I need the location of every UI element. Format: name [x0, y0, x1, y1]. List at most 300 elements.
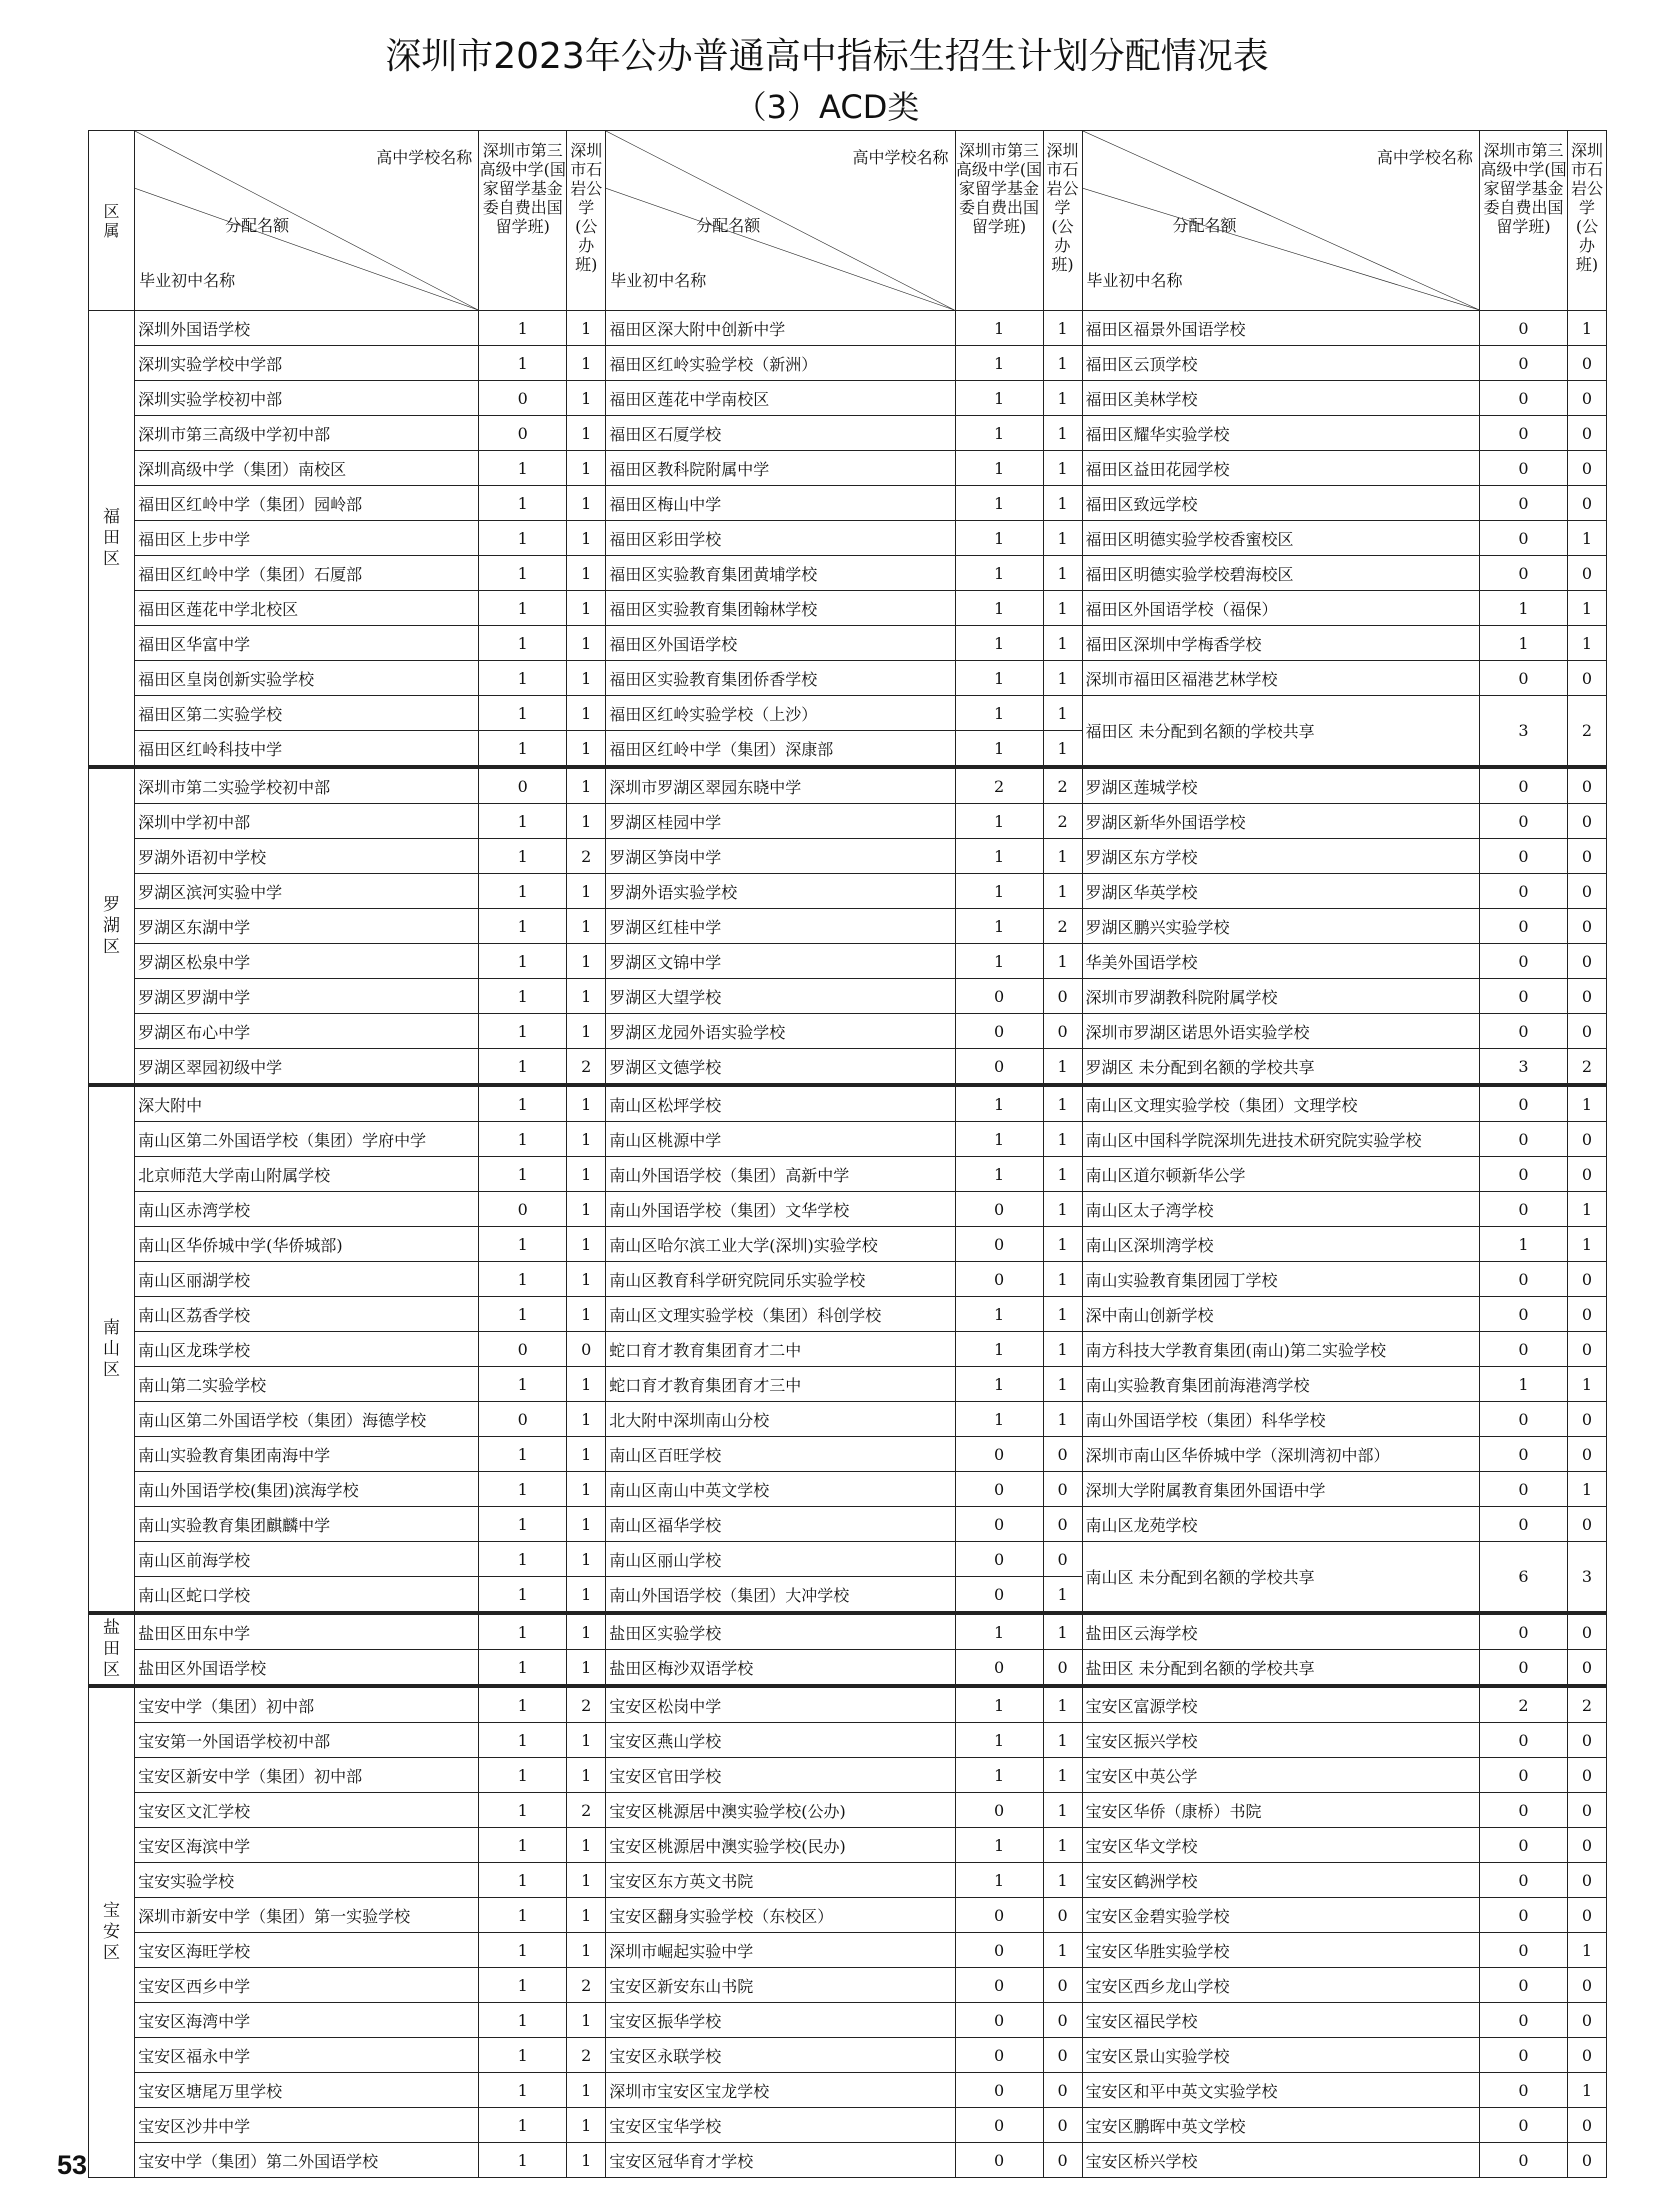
quota-shiyan-cell: 1: [1043, 1402, 1082, 1437]
quota-third-high-cell: 0: [1479, 1085, 1567, 1122]
quota-shiyan-cell: 0: [1568, 874, 1607, 909]
quota-shiyan-cell: 1: [1043, 311, 1082, 346]
junior-school-cell: 福田区耀华实验学校: [1082, 416, 1479, 451]
table-row: [89, 839, 1607, 874]
quota-third-high-cell: 0: [1479, 874, 1567, 909]
quota-shiyan-cell: 1: [1043, 1367, 1082, 1402]
quota-shiyan-cell: 1: [567, 591, 606, 626]
junior-school-cell: 福田区明德实验学校碧海校区: [1082, 556, 1479, 591]
quota-third-high-cell: 1: [479, 1863, 567, 1898]
quota-shiyan-cell: 2: [1568, 696, 1607, 768]
quota-third-high-cell: 0: [955, 1507, 1043, 1542]
junior-school-cell: 福田区红岭中学（集团）园岭部: [135, 486, 479, 521]
junior-school-cell: 深圳市新安中学（集团）第一实验学校: [135, 1898, 479, 1933]
table-row: [89, 804, 1607, 839]
table-row: [89, 1402, 1607, 1437]
quota-third-high-cell: 0: [1479, 1613, 1567, 1650]
junior-school-cell: 南山区荔香学校: [135, 1297, 479, 1332]
quota-shiyan-cell: 1: [1568, 591, 1607, 626]
junior-school-cell: 盐田区梅沙双语学校: [606, 1650, 955, 1687]
quota-shiyan-cell: 1: [567, 451, 606, 486]
quota-shiyan-cell: 1: [1043, 1577, 1082, 1614]
quota-shiyan-cell: 1: [1568, 1933, 1607, 1968]
junior-school-cell: 南山区南山中英文学校: [606, 1472, 955, 1507]
quota-third-high-cell: 1: [479, 1122, 567, 1157]
quota-shiyan-cell: 1: [1568, 626, 1607, 661]
quota-third-high-cell: 0: [955, 1542, 1043, 1577]
quota-shiyan-cell: 1: [567, 1085, 606, 1122]
quota-shiyan-cell: 0: [1043, 1968, 1082, 2003]
junior-school-cell: 南山区丽山学校: [606, 1542, 955, 1577]
junior-school-cell: 福田区福景外国语学校: [1082, 311, 1479, 346]
district-cell: 宝安区: [89, 1686, 135, 2178]
junior-school-cell: 宝安区富源学校: [1082, 1686, 1479, 1723]
quota-label: 分配名额: [225, 216, 290, 235]
junior-school-cell: 福田区外国语学校（福保）: [1082, 591, 1479, 626]
table-row: [89, 1157, 1607, 1192]
junior-school-cell: 华美外国语学校: [1082, 944, 1479, 979]
quota-third-high-cell: 0: [955, 1437, 1043, 1472]
junior-school-cell: 福田区美林学校: [1082, 381, 1479, 416]
junior-school-label: 毕业初中名称: [1086, 271, 1183, 290]
quota-shiyan-cell: 1: [1043, 486, 1082, 521]
table-row: [89, 661, 1607, 696]
quota-shiyan-cell: 2: [567, 2038, 606, 2073]
junior-school-cell: 盐田区 未分配到名额的学校共享: [1082, 1650, 1479, 1687]
quota-shiyan-cell: 1: [1043, 731, 1082, 768]
quota-third-high-cell: 0: [1479, 416, 1567, 451]
quota-shiyan-cell: 1: [567, 1367, 606, 1402]
junior-school-cell: 宝安区文汇学校: [135, 1793, 479, 1828]
quota-third-high-cell: 1: [479, 1933, 567, 1968]
junior-school-cell: 宝安区海滨中学: [135, 1828, 479, 1863]
table-row: [89, 1085, 1607, 1122]
quota-third-high-cell: 0: [479, 1192, 567, 1227]
junior-school-cell: 罗湖区新华外国语学校: [1082, 804, 1479, 839]
quota-shiyan-cell: 1: [1043, 416, 1082, 451]
quota-third-high-cell: 1: [479, 346, 567, 381]
table-row: [89, 1332, 1607, 1367]
quota-shiyan-cell: 0: [567, 1332, 606, 1367]
quota-third-high-cell: 6: [1479, 1542, 1567, 1614]
quota-shiyan-cell: 1: [567, 1122, 606, 1157]
quota-shiyan-cell: 0: [1043, 1472, 1082, 1507]
quota-shiyan-cell: 0: [1568, 839, 1607, 874]
quota-third-high-cell: 0: [1479, 1122, 1567, 1157]
junior-school-cell: 南山实验教育集团南海中学: [135, 1437, 479, 1472]
quota-third-high-cell: 0: [1479, 1192, 1567, 1227]
quota-third-high-cell: 0: [955, 1262, 1043, 1297]
junior-school-cell: 福田区实验教育集团翰林学校: [606, 591, 955, 626]
quota-third-high-cell: 0: [479, 1332, 567, 1367]
quota-third-high-cell: 0: [955, 2073, 1043, 2108]
junior-school-cell: 福田区第二实验学校: [135, 696, 479, 731]
table-row: [89, 1507, 1607, 1542]
quota-third-high-cell: 1: [479, 2073, 567, 2108]
junior-school-cell: 罗湖区笋岗中学: [606, 839, 955, 874]
junior-school-cell: 盐田区田东中学: [135, 1613, 479, 1650]
junior-school-cell: 深圳中学初中部: [135, 804, 479, 839]
junior-school-cell: 深圳市罗湖区诺思外语实验学校: [1082, 1014, 1479, 1049]
quota-third-high-cell: 0: [1479, 839, 1567, 874]
quota-shiyan-cell: 1: [567, 1472, 606, 1507]
quota-shiyan-cell: 2: [1043, 767, 1082, 804]
quota-third-high-cell: 3: [1479, 1049, 1567, 1086]
quota-third-high-cell: 1: [479, 1793, 567, 1828]
junior-school-cell: 福田区莲花中学北校区: [135, 591, 479, 626]
quota-third-high-cell: 1: [955, 874, 1043, 909]
quota-shiyan-cell: 1: [567, 556, 606, 591]
quota-third-high-cell: 1: [479, 1577, 567, 1614]
quota-shiyan-cell: 1: [567, 1262, 606, 1297]
quota-third-high-cell: 1: [479, 1297, 567, 1332]
table-row: [89, 1122, 1607, 1157]
junior-school-cell: 宝安区福民学校: [1082, 2003, 1479, 2038]
quota-shiyan-cell: 0: [1043, 1898, 1082, 1933]
quota-third-high-cell: 0: [1479, 1650, 1567, 1687]
quota-third-high-cell: 1: [479, 451, 567, 486]
junior-school-cell: 南山区赤湾学校: [135, 1192, 479, 1227]
quota-third-high-cell: 1: [479, 2143, 567, 2178]
quota-shiyan-cell: 1: [1043, 1758, 1082, 1793]
col-header-shiyan: 深圳市石岩公学(公办班): [1043, 131, 1082, 311]
quota-shiyan-cell: 1: [1568, 1227, 1607, 1262]
school-name-label: 高中学校名称: [376, 148, 473, 167]
col-header-shiyan: 深圳市石岩公学(公办班): [567, 131, 606, 311]
table-row: [89, 909, 1607, 944]
quota-shiyan-cell: 0: [1568, 1122, 1607, 1157]
quota-shiyan-cell: 0: [1568, 2003, 1607, 2038]
quota-third-high-cell: 0: [1479, 804, 1567, 839]
quota-shiyan-cell: 0: [1043, 1507, 1082, 1542]
quota-third-high-cell: 0: [1479, 451, 1567, 486]
quota-third-high-cell: 1: [479, 731, 567, 768]
junior-school-cell: 南山外国语学校（集团）文华学校: [606, 1192, 955, 1227]
junior-school-cell: 宝安区沙井中学: [135, 2108, 479, 2143]
quota-shiyan-cell: 1: [567, 696, 606, 731]
quota-third-high-cell: 1: [955, 1863, 1043, 1898]
quota-shiyan-cell: 1: [567, 1863, 606, 1898]
quota-shiyan-cell: 1: [567, 1898, 606, 1933]
header-row: [89, 131, 1607, 311]
junior-school-cell: 福田区深圳中学梅香学校: [1082, 626, 1479, 661]
quota-shiyan-cell: 1: [1568, 521, 1607, 556]
quota-third-high-cell: 1: [479, 1472, 567, 1507]
table-row: [89, 696, 1607, 731]
quota-shiyan-cell: 0: [1568, 346, 1607, 381]
quota-third-high-cell: 1: [955, 839, 1043, 874]
quota-third-high-cell: 1: [955, 1122, 1043, 1157]
quota-third-high-cell: 0: [1479, 1828, 1567, 1863]
junior-school-cell: 南山外国语学校（集团）高新中学: [606, 1157, 955, 1192]
col-header-third-high: 深圳市第三高级中学(国家留学基金委自费出国留学班): [1479, 131, 1567, 311]
quota-third-high-cell: 1: [479, 2038, 567, 2073]
quota-shiyan-cell: 1: [567, 1437, 606, 1472]
junior-school-cell: 福田区致远学校: [1082, 486, 1479, 521]
page-subtitle: （3）ACD类: [734, 88, 920, 126]
junior-school-cell: 宝安区振兴学校: [1082, 1723, 1479, 1758]
quota-label: 分配名额: [1172, 216, 1237, 235]
junior-school-cell: 福田区益田花园学校: [1082, 451, 1479, 486]
quota-shiyan-cell: 2: [567, 1793, 606, 1828]
quota-shiyan-cell: 1: [1043, 1828, 1082, 1863]
quota-shiyan-cell: 1: [1043, 874, 1082, 909]
quota-third-high-cell: 0: [479, 767, 567, 804]
quota-third-high-cell: 1: [955, 346, 1043, 381]
quota-third-high-cell: 1: [479, 556, 567, 591]
junior-school-cell: 盐田区云海学校: [1082, 1613, 1479, 1650]
quota-shiyan-cell: 1: [1043, 346, 1082, 381]
quota-third-high-cell: 1: [479, 1686, 567, 1723]
junior-school-cell: 南山外国语学校（集团）大冲学校: [606, 1577, 955, 1614]
quota-third-high-cell: 2: [1479, 1686, 1567, 1723]
junior-school-cell: 福田区实验教育集团侨香学校: [606, 661, 955, 696]
junior-school-cell: 深圳高级中学（集团）南校区: [135, 451, 479, 486]
junior-school-cell: 罗湖区文锦中学: [606, 944, 955, 979]
quota-third-high-cell: 1: [955, 696, 1043, 731]
quota-third-high-cell: 0: [1479, 1968, 1567, 2003]
quota-shiyan-cell: 2: [1043, 804, 1082, 839]
quota-third-high-cell: 1: [955, 661, 1043, 696]
table-row: [89, 979, 1607, 1014]
district-cell: 盐田区: [89, 1613, 135, 1686]
junior-school-cell: 深大附中: [135, 1085, 479, 1122]
quota-shiyan-cell: 0: [1568, 1437, 1607, 1472]
quota-shiyan-cell: 1: [1043, 1085, 1082, 1122]
quota-shiyan-cell: 1: [567, 2108, 606, 2143]
junior-school-cell: 罗湖区龙园外语实验学校: [606, 1014, 955, 1049]
quota-shiyan-cell: 1: [1568, 311, 1607, 346]
quota-shiyan-cell: 1: [1043, 1332, 1082, 1367]
junior-school-cell: 南方科技大学教育集团(南山)第二实验学校: [1082, 1332, 1479, 1367]
quota-third-high-cell: 0: [1479, 2003, 1567, 2038]
quota-third-high-cell: 1: [479, 696, 567, 731]
quota-third-high-cell: 1: [479, 661, 567, 696]
page-number: 53: [57, 2150, 88, 2180]
table-row: [89, 1650, 1607, 1687]
junior-school-cell: 宝安区华侨（康桥）书院: [1082, 1793, 1479, 1828]
quota-shiyan-cell: 1: [567, 486, 606, 521]
quota-third-high-cell: 0: [1479, 1758, 1567, 1793]
quota-shiyan-cell: 1: [567, 731, 606, 768]
quota-third-high-cell: 1: [479, 1227, 567, 1262]
junior-school-cell: 福田区莲花中学南校区: [606, 381, 955, 416]
quota-shiyan-cell: 0: [1568, 2143, 1607, 2178]
col-header-shiyan: 深圳市石岩公学(公办班): [1568, 131, 1607, 311]
quota-third-high-cell: 1: [479, 1828, 567, 1863]
quota-shiyan-cell: 0: [1568, 1157, 1607, 1192]
junior-school-cell: 宝安区桥兴学校: [1082, 2143, 1479, 2178]
school-name-label: 高中学校名称: [1376, 148, 1473, 167]
junior-school-cell: 福田区红岭科技中学: [135, 731, 479, 768]
quota-shiyan-cell: 0: [1568, 1863, 1607, 1898]
table-row: [89, 451, 1607, 486]
quota-third-high-cell: 0: [1479, 486, 1567, 521]
table-row: [89, 2143, 1607, 2178]
quota-shiyan-cell: 1: [567, 1577, 606, 1614]
table-row: [89, 1863, 1607, 1898]
quota-third-high-cell: 1: [479, 626, 567, 661]
quota-shiyan-cell: 0: [1568, 1898, 1607, 1933]
quota-shiyan-cell: 0: [1568, 767, 1607, 804]
quota-third-high-cell: 1: [479, 1262, 567, 1297]
quota-shiyan-cell: 1: [1568, 1192, 1607, 1227]
junior-school-cell: 南山区深圳湾学校: [1082, 1227, 1479, 1262]
quota-shiyan-cell: 1: [1043, 451, 1082, 486]
junior-school-cell: 罗湖外语初中学校: [135, 839, 479, 874]
quota-third-high-cell: 1: [479, 1723, 567, 1758]
quota-third-high-cell: 0: [1479, 1262, 1567, 1297]
quota-third-high-cell: 0: [1479, 2143, 1567, 2178]
quota-shiyan-cell: 0: [1568, 1758, 1607, 1793]
quota-third-high-cell: 1: [955, 311, 1043, 346]
junior-school-cell: 南山实验教育集团麒麟中学: [135, 1507, 479, 1542]
junior-school-cell: 罗湖外语实验学校: [606, 874, 955, 909]
quota-third-high-cell: 1: [479, 1507, 567, 1542]
quota-third-high-cell: 1: [955, 1367, 1043, 1402]
junior-school-cell: 罗湖区大望学校: [606, 979, 955, 1014]
quota-shiyan-cell: 2: [567, 839, 606, 874]
quota-shiyan-cell: 1: [567, 521, 606, 556]
table-row: [89, 521, 1607, 556]
junior-school-cell: 南山区教育科学研究院同乐实验学校: [606, 1262, 955, 1297]
junior-school-label: 毕业初中名称: [139, 271, 236, 290]
quota-third-high-cell: 0: [955, 1227, 1043, 1262]
quota-third-high-cell: 1: [955, 1085, 1043, 1122]
junior-school-cell: 罗湖区松泉中学: [135, 944, 479, 979]
junior-school-cell: 罗湖区莲城学校: [1082, 767, 1479, 804]
quota-shiyan-cell: 0: [1568, 416, 1607, 451]
junior-school-cell: 南山第二实验学校: [135, 1367, 479, 1402]
quota-shiyan-cell: 1: [567, 661, 606, 696]
quota-third-high-cell: 1: [479, 521, 567, 556]
junior-school-cell: 南山区第二外国语学校（集团）学府中学: [135, 1122, 479, 1157]
diagonal-header: [135, 131, 479, 311]
quota-shiyan-cell: 0: [1568, 979, 1607, 1014]
table-row: [89, 1686, 1607, 1723]
quota-shiyan-cell: 1: [567, 767, 606, 804]
junior-school-cell: 罗湖区滨河实验中学: [135, 874, 479, 909]
quota-shiyan-cell: 1: [567, 1613, 606, 1650]
quota-shiyan-cell: 0: [1568, 1650, 1607, 1687]
table-row: [89, 1049, 1607, 1086]
junior-school-cell: 宝安区永联学校: [606, 2038, 955, 2073]
quota-third-high-cell: 0: [1479, 1402, 1567, 1437]
quota-third-high-cell: 0: [955, 1049, 1043, 1086]
table-row: [89, 1472, 1607, 1507]
junior-school-cell: 福田区 未分配到名额的学校共享: [1082, 696, 1479, 768]
table-row: [89, 1723, 1607, 1758]
junior-school-cell: 南山区太子湾学校: [1082, 1192, 1479, 1227]
quota-shiyan-cell: 1: [567, 2003, 606, 2038]
junior-school-cell: 福田区红岭实验学校（新洲）: [606, 346, 955, 381]
junior-school-cell: 蛇口育才教育集团育才二中: [606, 1332, 955, 1367]
quota-third-high-cell: 0: [1479, 311, 1567, 346]
quota-third-high-cell: 0: [479, 1402, 567, 1437]
table-row: [89, 1933, 1607, 1968]
junior-school-cell: 南山区文理实验学校（集团）科创学校: [606, 1297, 955, 1332]
junior-school-cell: 深圳市崛起实验中学: [606, 1933, 955, 1968]
quota-third-high-cell: 1: [479, 1542, 567, 1577]
quota-third-high-cell: 1: [955, 626, 1043, 661]
quota-shiyan-cell: 2: [1568, 1049, 1607, 1086]
quota-third-high-cell: 0: [955, 1933, 1043, 1968]
quota-shiyan-cell: 0: [1568, 1828, 1607, 1863]
junior-school-cell: 福田区云顶学校: [1082, 346, 1479, 381]
district-cell: 南山区: [89, 1085, 135, 1613]
quota-third-high-cell: 1: [955, 1758, 1043, 1793]
quota-shiyan-cell: 1: [1043, 1227, 1082, 1262]
quota-shiyan-cell: 1: [567, 1297, 606, 1332]
junior-school-cell: 宝安区鹤洲学校: [1082, 1863, 1479, 1898]
table-row: [89, 311, 1607, 346]
junior-school-cell: 宝安区新安东山书院: [606, 1968, 955, 2003]
junior-school-cell: 宝安区桃源居中澳实验学校(公办): [606, 1793, 955, 1828]
quota-shiyan-cell: 1: [567, 311, 606, 346]
quota-third-high-cell: 1: [955, 804, 1043, 839]
quota-shiyan-cell: 1: [1043, 839, 1082, 874]
junior-school-cell: 罗湖区罗湖中学: [135, 979, 479, 1014]
table-row: [89, 1828, 1607, 1863]
table-row: [89, 1014, 1607, 1049]
junior-school-cell: 宝安区燕山学校: [606, 1723, 955, 1758]
table-row: [89, 1898, 1607, 1933]
junior-school-cell: 宝安区宝华学校: [606, 2108, 955, 2143]
diagonal-header: [606, 131, 955, 311]
junior-school-cell: 宝安区振华学校: [606, 2003, 955, 2038]
junior-school-cell: 盐田区实验学校: [606, 1613, 955, 1650]
quota-third-high-cell: 1: [955, 1297, 1043, 1332]
junior-school-cell: 北京师范大学南山附属学校: [135, 1157, 479, 1192]
quota-shiyan-cell: 0: [1568, 2108, 1607, 2143]
quota-shiyan-cell: 1: [567, 1402, 606, 1437]
junior-school-cell: 南山区福华学校: [606, 1507, 955, 1542]
table-row: [89, 1297, 1607, 1332]
quota-third-high-cell: 1: [479, 591, 567, 626]
quota-shiyan-cell: 1: [567, 381, 606, 416]
junior-school-cell: 深圳外国语学校: [135, 311, 479, 346]
junior-school-cell: 宝安区塘尾万里学校: [135, 2073, 479, 2108]
table-row: [89, 2108, 1607, 2143]
junior-school-cell: 盐田区外国语学校: [135, 1650, 479, 1687]
quota-third-high-cell: 0: [1479, 381, 1567, 416]
quota-third-high-cell: 0: [1479, 1933, 1567, 1968]
quota-shiyan-cell: 1: [567, 416, 606, 451]
junior-school-cell: 宝安区西乡龙山学校: [1082, 1968, 1479, 2003]
quota-third-high-cell: 1: [479, 1968, 567, 2003]
quota-shiyan-cell: 2: [567, 1049, 606, 1086]
junior-school-cell: 宝安区冠华育才学校: [606, 2143, 955, 2178]
junior-school-cell: 深圳市罗湖区翠园东晓中学: [606, 767, 955, 804]
quota-shiyan-cell: 0: [1568, 451, 1607, 486]
junior-school-cell: 罗湖区文德学校: [606, 1049, 955, 1086]
junior-school-cell: 南山外国语学校(集团)滨海学校: [135, 1472, 479, 1507]
quota-shiyan-cell: 0: [1568, 1332, 1607, 1367]
junior-school-cell: 福田区梅山中学: [606, 486, 955, 521]
junior-school-cell: 宝安区海旺学校: [135, 1933, 479, 1968]
quota-shiyan-cell: 1: [1043, 1192, 1082, 1227]
junior-school-cell: 深中南山创新学校: [1082, 1297, 1479, 1332]
quota-third-high-cell: 0: [955, 1968, 1043, 2003]
quota-third-high-cell: 1: [955, 1686, 1043, 1723]
junior-school-cell: 福田区彩田学校: [606, 521, 955, 556]
quota-third-high-cell: 1: [479, 944, 567, 979]
quota-third-high-cell: 1: [955, 381, 1043, 416]
quota-third-high-cell: 1: [1479, 626, 1567, 661]
quota-third-high-cell: 1: [479, 1367, 567, 1402]
quota-shiyan-cell: 2: [567, 1968, 606, 2003]
junior-school-cell: 宝安区海湾中学: [135, 2003, 479, 2038]
